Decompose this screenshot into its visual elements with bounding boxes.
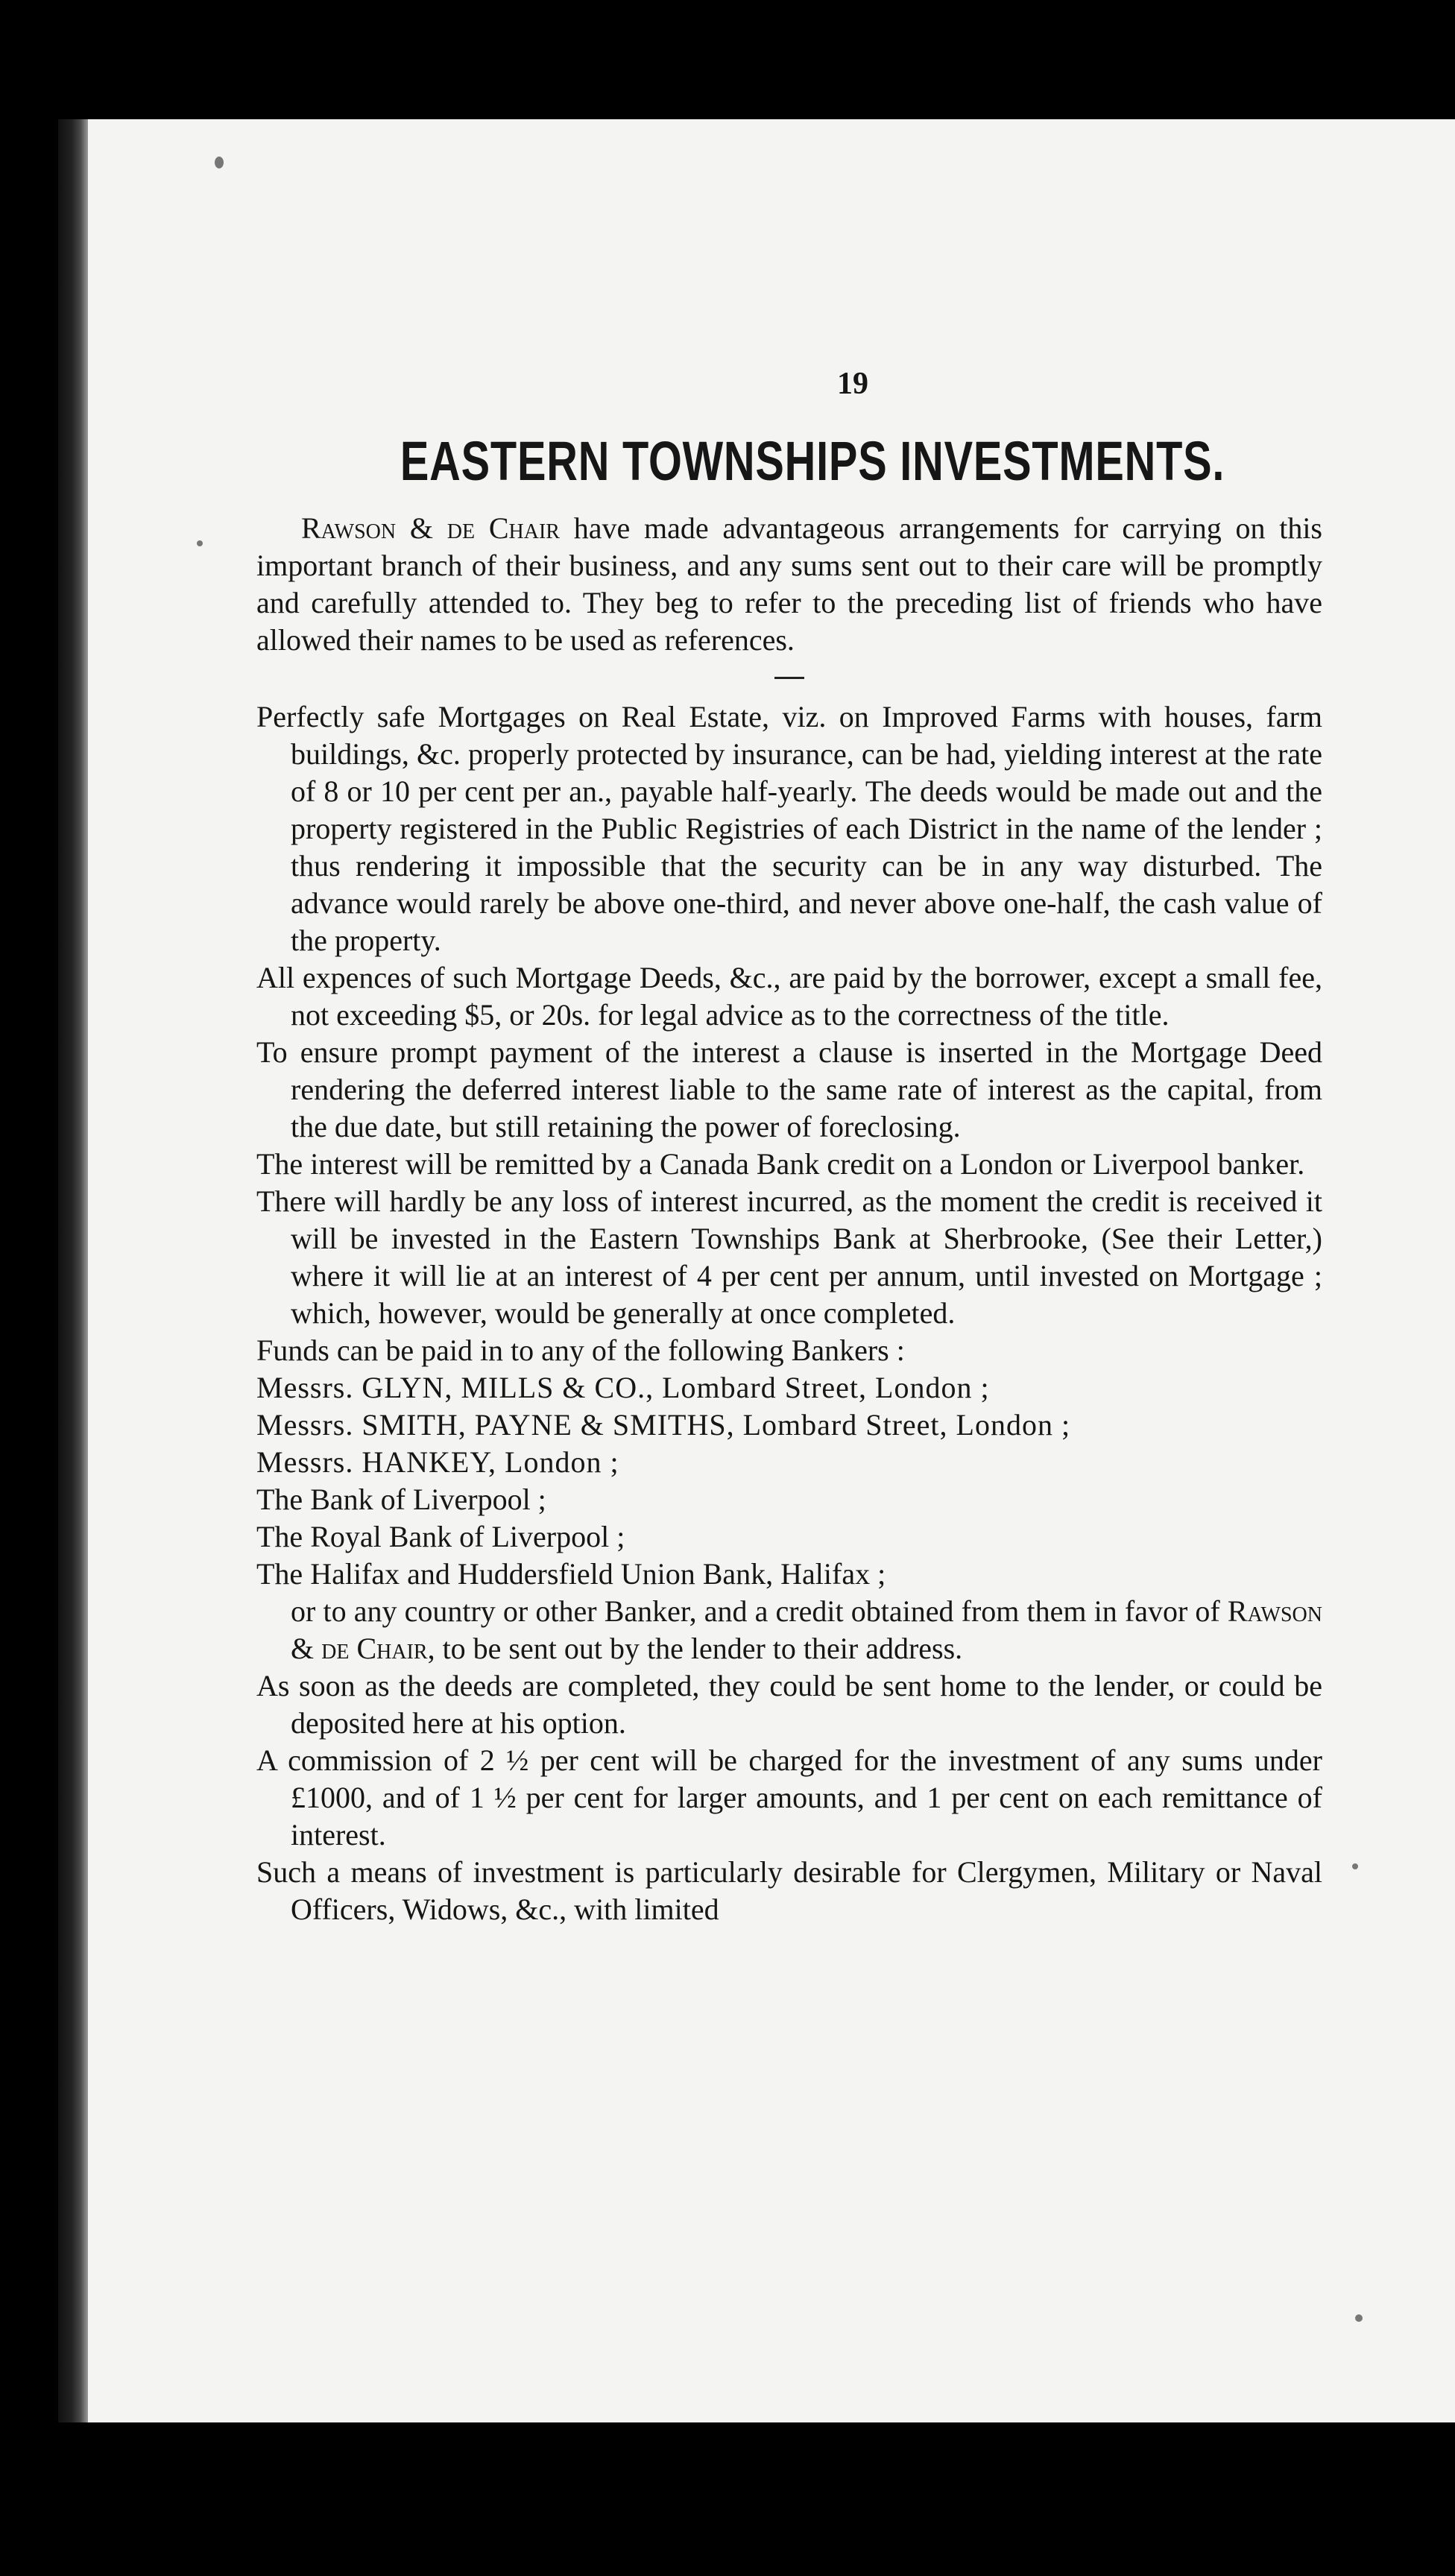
intro-text: have made advantageous arrangements for carrying on this important branch of their business, and any sums sent out to their care will be promptly and carefully attended to. They beg to refer to the preceding list of friends who have allowed their names to be used as references. (256, 511, 1323, 657)
paragraph-deeds-completed: As soon as the deeds are completed, they could be sent home to the lender, or could be deposited here at his option. (256, 1669, 1322, 1740)
paragraph-investment-desirable: Such a means of investment is particularly desirable for Clergymen, Military or Naval Officers, Widows, &c., with limited (256, 1855, 1322, 1926)
banker-item: Messrs. HANKEY, London ; (256, 1445, 619, 1479)
other-banker-text-end: , to be sent out by the lender to their address. (427, 1632, 963, 1665)
other-banker-text-start: or to any country or other Banker, and a credit obtained from them in favor of (291, 1594, 1228, 1628)
paragraph-prompt-payment: To ensure prompt payment of the interest a clause is inserted in the Mortgage Deed rendering the deferred interest liable to the same rate of interest as the capital, from the due date, but still retaining the power of foreclosing. (256, 1035, 1322, 1143)
section-divider (774, 677, 804, 679)
print-speck (215, 157, 224, 168)
banker-item: Messrs. SMITH, PAYNE & SMITHS, Lombard Street, London ; (256, 1408, 1071, 1442)
firm-name: Rawson & de Chair (301, 511, 560, 545)
print-speck (1352, 1863, 1358, 1869)
banker-item: The Royal Bank of Liverpool ; (256, 1520, 625, 1553)
paragraph-commission: A commission of 2 ½ per cent will be charged for the investment of any sums under £1000, and of 1 ½ per cent for larger amounts, and 1 per cent on each remittance of interest. (256, 1743, 1322, 1852)
book-page (58, 119, 1455, 2422)
paragraph-mortgages: Perfectly safe Mortgages on Real Estate, viz. on Improved Farms with houses, farm buildings, &c. properly protected by insurance, can be had, yielding interest at the rate of 8 or 10 per cent per an., payable half-yearly. The deeds would be made out and the property registered in the Public Registries of each District in the name of the lender ; thus rendering it impossible that the security can be in any way disturbed. The advance would rarely be above one-third, and never above one-half, the cash value of the property. (256, 700, 1322, 957)
page-binding-shadow (58, 119, 88, 2422)
intro-paragraph (256, 510, 1322, 659)
page-content (256, 365, 1322, 1928)
other-banker-paragraph (256, 1593, 1322, 1667)
banker-item: The Halifax and Huddersfield Union Bank, Halifax ; (256, 1557, 886, 1591)
page-title: EASTERN TOWNSHIPS INVESTMENTS. (400, 430, 1225, 492)
print-speck (197, 540, 203, 546)
paragraph-interest-loss: There will hardly be any loss of interest incurred, as the moment the credit is received it will be invested in the Eastern Townships Bank at Sherbrooke, (See their Letter,) where it will lie at an interest of 4 per cent per annum, until invested on Mortgage ; which, however, would be generally at once completed. (256, 1184, 1322, 1330)
banker-item: The Bank of Liverpool ; (256, 1483, 546, 1516)
paragraph-expences: All expences of such Mortgage Deeds, &c., are paid by the borrower, except a small fee, not exceeding $5, or 20s. for legal advice as to the correctness of the title. (256, 961, 1322, 1032)
paragraph-remittance: The interest will be remitted by a Canada Bank credit on a London or Liverpool banker. (256, 1147, 1305, 1181)
banker-item: Messrs. GLYN, MILLS & CO., Lombard Street, London ; (256, 1371, 990, 1404)
page-number: 19 (837, 367, 868, 401)
print-speck (1355, 2314, 1363, 2322)
firm-name: Rawson & de Chair (291, 1594, 1322, 1665)
bankers-intro: Funds can be paid in to any of the following Bankers : (256, 1333, 905, 1367)
